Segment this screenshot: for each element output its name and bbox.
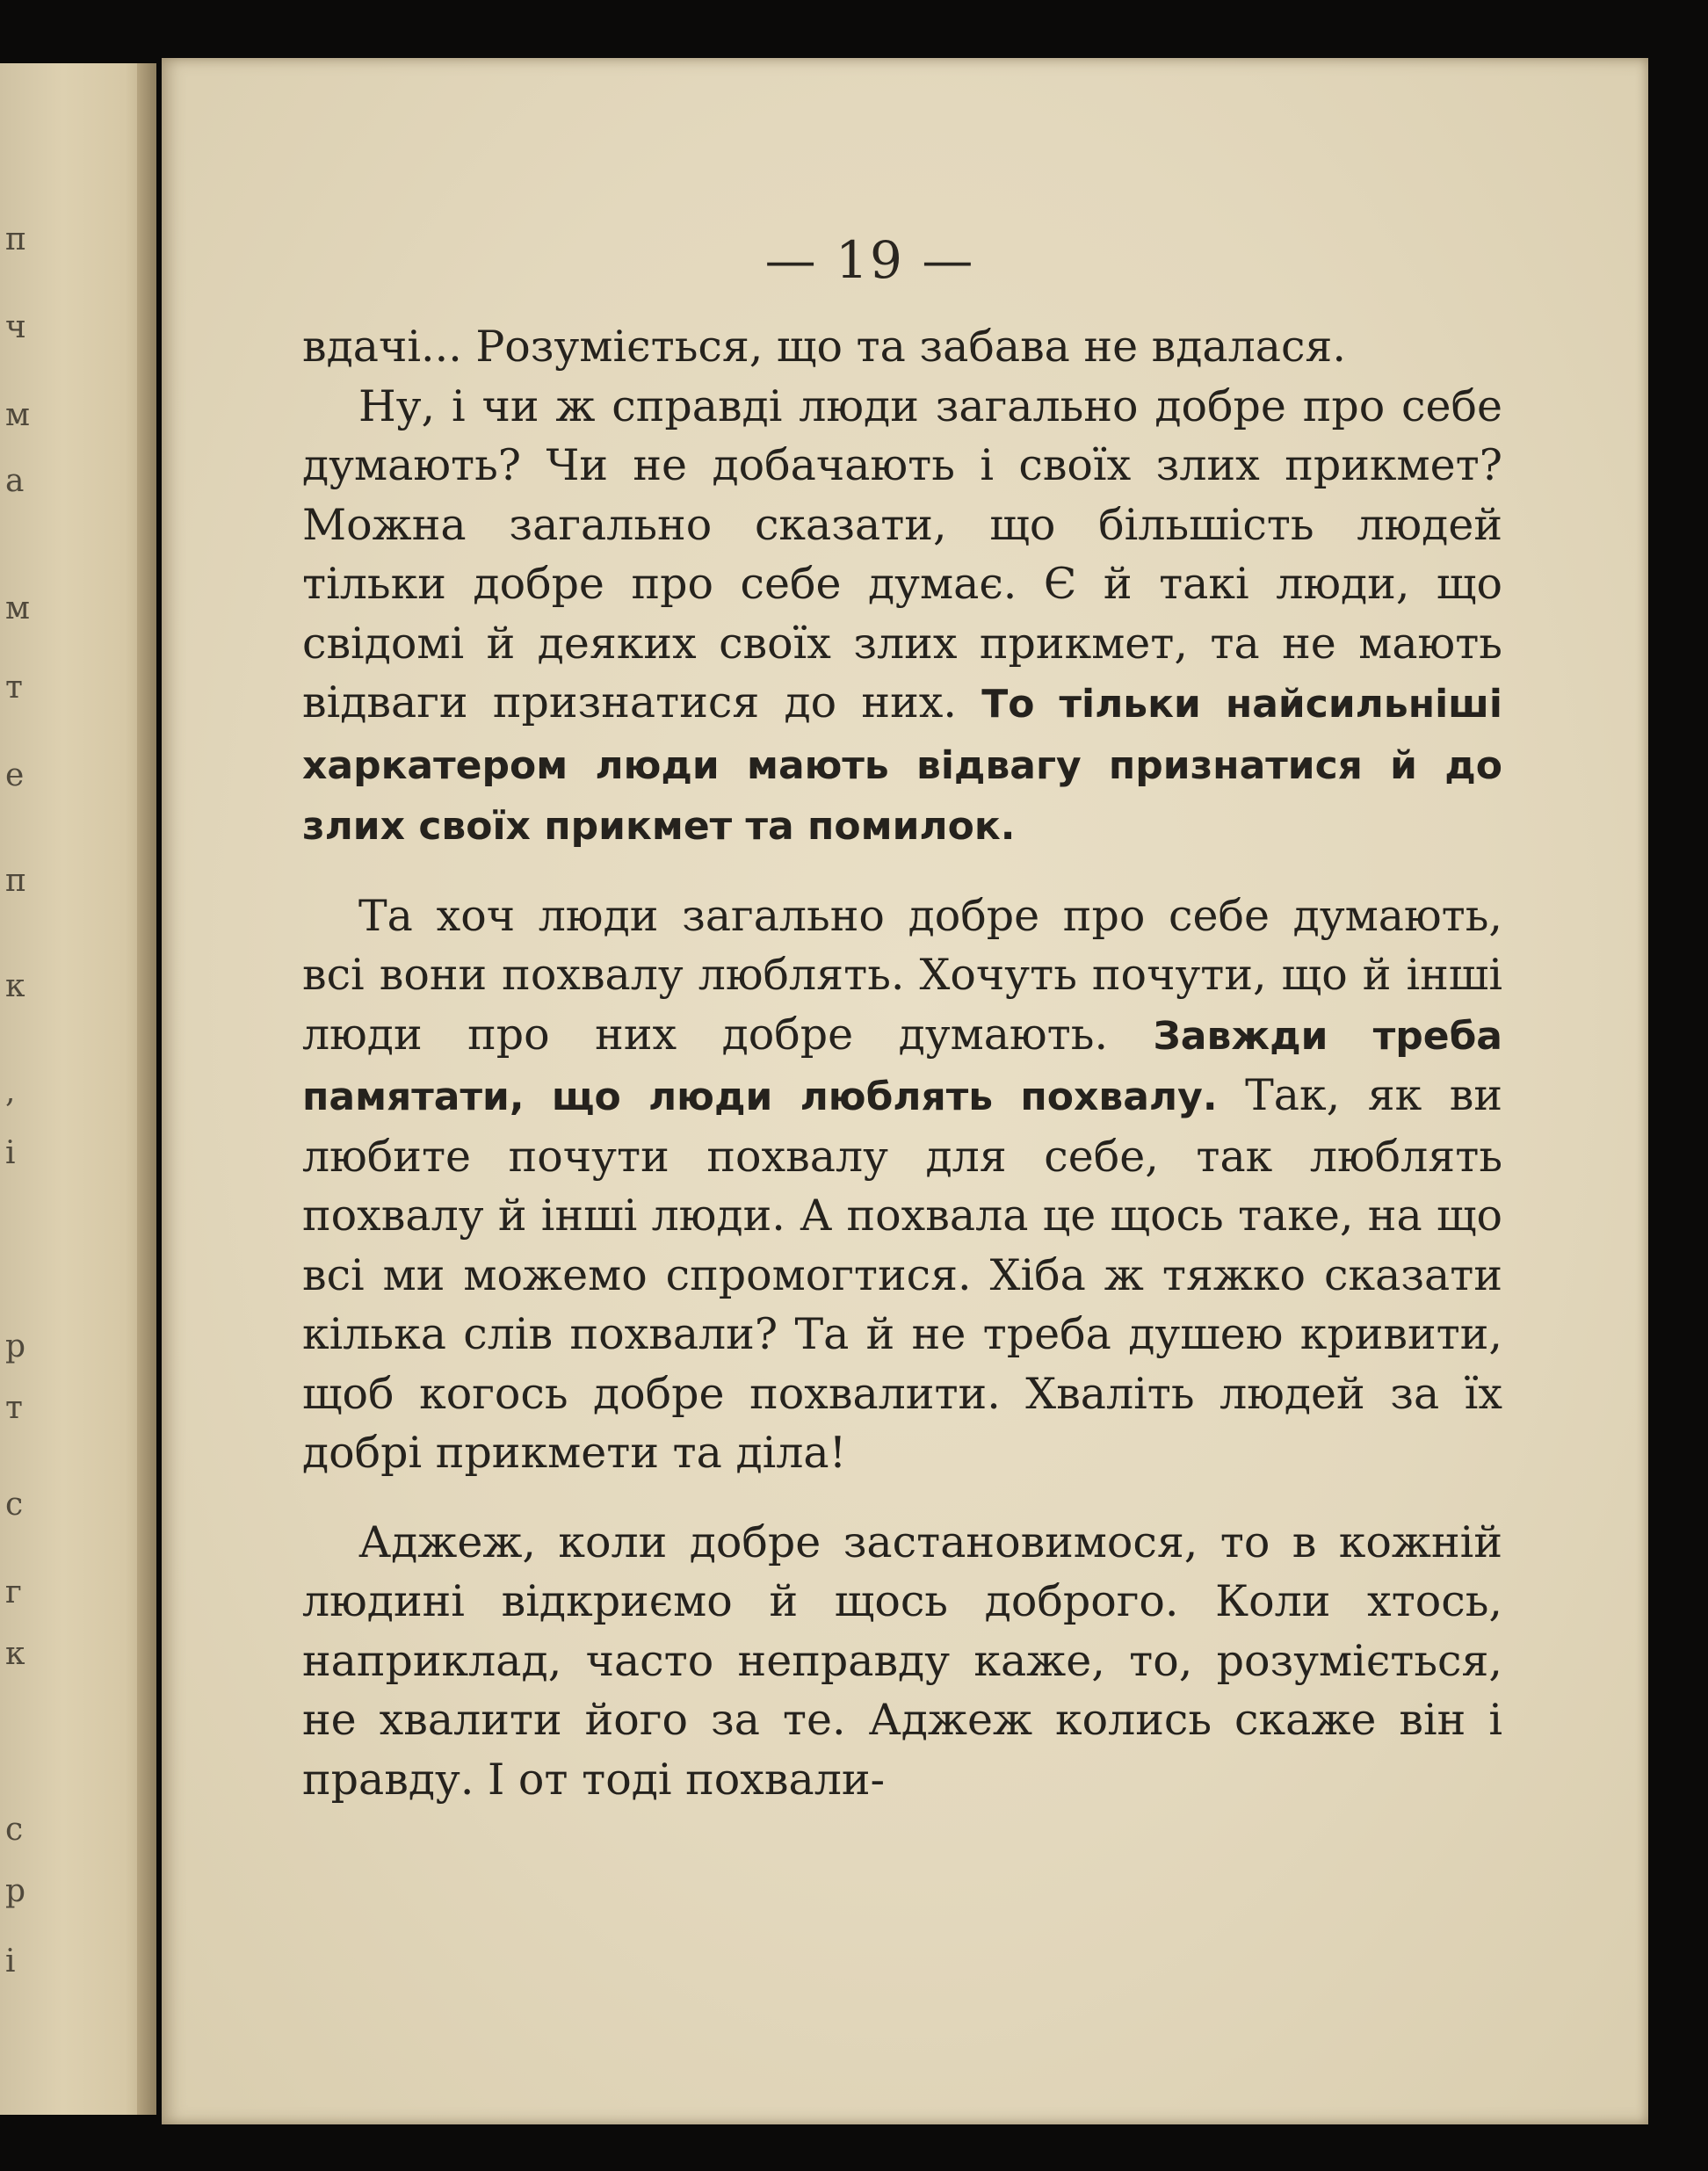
left-page-fragment: т [5,1390,23,1426]
left-page-fragment: к [5,968,25,1004]
book-gutter [137,63,156,2115]
text-segment: Та хоч люди загально добре про себе думають, всі вони похвалу люблять. Хочуть почути, що й інші люди про них добре думають. [302,890,1502,1060]
paragraph [302,1513,1502,1810]
paragraph [302,886,1502,1483]
left-page-fragment: т [5,669,23,706]
left-page-fragment: с [5,1487,24,1523]
bold-text-segment: То тільки найсильніші харкатером люди мають відвагу признатися й до злих своїх прикмет та помилок. [302,682,1502,849]
left-page-fragment: п [5,221,26,257]
paragraph [302,317,1502,377]
left-page-fragment: а [5,463,25,499]
text-segment: вдачі... Розуміється, що та забава не вдалася. [302,322,1346,372]
book-page [162,58,1648,2124]
text-segment: Аджеж, коли добре застановимося, то в кожній людині відкриємо й щось доброго. Коли хтось, наприклад, часто неправду каже, то, розуміється, не хвалити його за те. Аджеж колись скаже він і правду. І от тоді похвали- [302,1516,1502,1805]
text-segment: Так, як ви любите почути похвалу для себе, так люблять похвалу й інші люди. А похвала це щось таке, на що всі ми можемо спромогтися. Хіба ж тяжко сказати кілька слів похвали? Та й не треба душею кривити, щоб когось добре похвалити. Хваліть людей за їх добрі прикмети та діла! [302,1070,1502,1478]
page-body-text [302,317,1502,1809]
left-page-fragment: р [5,1328,26,1364]
left-page-fragment: п [5,863,26,899]
left-page-fragment: і [5,1135,16,1171]
text-segment: Ну, і чи ж справді люди загально добре про себе думають? Чи не добачають і своїх злих прикмет? Можна загально сказати, що більшість людей тільки добре про себе думає. Є й такі люди, що свідомі й деяких своїх злих прикмет, та не мають відваги признатися до них. [302,380,1502,727]
paragraph [302,377,1502,857]
left-page-fragment: і [5,1943,16,1979]
left-page-fragment: г [5,1574,22,1610]
left-page-fragment: р [5,1873,26,1909]
left-page-fragment: к [5,1636,25,1672]
left-page-fragment: е [5,757,25,793]
page-number: — 19 — [764,230,975,290]
bold-text-segment: Завжди треба памятати, що люди люблять похвалу. [302,1013,1502,1119]
left-page-fragment: , [5,1074,16,1110]
left-facing-page [0,63,156,2115]
left-page-fragment: м [5,397,31,433]
left-page-fragment: м [5,590,31,626]
left-page-fragment: с [5,1812,24,1848]
left-page-fragment: ч [5,309,26,345]
